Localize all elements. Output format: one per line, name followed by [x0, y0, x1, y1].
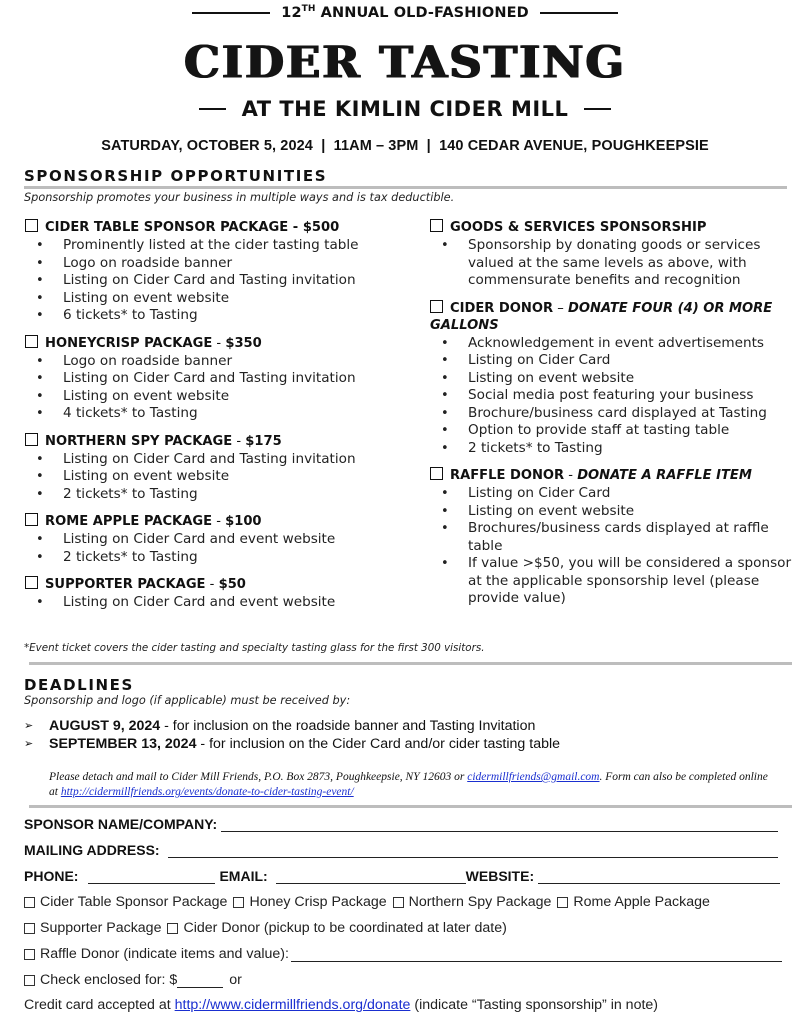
package-cider-donor: [430, 300, 800, 458]
event-title-text: CIDER TASTING: [184, 36, 626, 89]
divider: [29, 662, 792, 665]
benefit-item: • Listing on event website: [430, 503, 800, 521]
benefit-item: • 2 tickets* to Tasting: [430, 440, 800, 458]
package-price: $50: [218, 577, 246, 592]
raffle-field[interactable]: [291, 947, 782, 962]
check-or: or: [229, 972, 242, 988]
option-label: Rome Apple Package: [573, 894, 710, 910]
option-label: Honey Crisp Package: [249, 894, 387, 910]
benefit-item: • Listing on Cider Card and Tasting invitation: [25, 370, 415, 388]
sep: -: [232, 433, 246, 449]
option-label: Northern Spy Package: [408, 894, 552, 910]
checkbox[interactable]: [233, 897, 244, 908]
sponsor-name-row: [24, 816, 784, 832]
package-price: $500: [302, 220, 340, 235]
benefit-item: • Listing on Cider Card and Tasting invitation: [25, 451, 415, 469]
benefit-item: • Listing on event website: [430, 370, 800, 388]
package-heading[interactable]: [25, 219, 415, 236]
left-packages: [25, 219, 415, 612]
edition-suffix: TH: [301, 4, 316, 14]
deadlines-heading: DEADLINES: [24, 676, 134, 694]
benefit-item: • Listing on event website: [25, 468, 415, 486]
package-name: GOODS & SERVICES SPONSORSHIP: [450, 220, 707, 235]
benefit-item: • Listing on Cider Card: [430, 485, 800, 503]
benefit-item: • 2 tickets* to Tasting: [25, 486, 415, 504]
checkbox[interactable]: [25, 335, 38, 348]
option-raffle-donor[interactable]: [24, 946, 289, 962]
benefit-list: [430, 335, 800, 458]
deadline-item: [24, 717, 724, 735]
checkbox[interactable]: [25, 576, 38, 589]
option-cider-table[interactable]: [24, 894, 227, 910]
edition-number: 12: [281, 5, 302, 21]
option-rome-apple[interactable]: [557, 894, 709, 910]
website-field[interactable]: [538, 869, 780, 884]
benefit-item: • If value >$50, you will be considered a sponsor at the applicable sponsorship level (please provide value): [430, 555, 800, 608]
package-goods-services: [430, 219, 800, 290]
venue-title: AT THE KIMLIN CIDER MILL: [241, 97, 569, 121]
sep: –: [553, 300, 568, 316]
checkbox[interactable]: [25, 433, 38, 446]
option-label: Cider Table Sponsor Package: [40, 894, 228, 910]
benefit-item: • Logo on roadside banner: [25, 353, 415, 371]
left-dash: [199, 108, 226, 110]
sponsorship-intro: Sponsorship promotes your business in multiple ways and is tax deductible.: [24, 191, 455, 204]
benefit-item: • Listing on Cider Card and Tasting invitation: [25, 272, 415, 290]
checkbox[interactable]: [167, 923, 178, 934]
package-options-row-1: [24, 894, 804, 910]
package-name: CIDER TABLE SPONSOR PACKAGE: [45, 220, 289, 235]
benefit-item: • Listing on Cider Card: [430, 352, 800, 370]
mailing-address-label: MAILING ADDRESS:: [24, 842, 160, 858]
credit-text: Credit card accepted at: [24, 997, 175, 1013]
package-price: $175: [245, 433, 282, 449]
edition-label: ANNUAL OLD-FASHIONED: [320, 5, 529, 21]
checkbox[interactable]: [24, 897, 35, 908]
package-heading[interactable]: [430, 219, 800, 236]
option-label: Raffle Donor (indicate items and value):: [40, 946, 289, 962]
option-label: Check enclosed for: $: [40, 972, 178, 988]
package-honeycrisp: [25, 335, 415, 423]
mail-text: Please detach and mail to Cider Mill Friends, P.O. Box 2873, Poughkeepsie, NY 12603 or: [49, 771, 468, 783]
package-heading[interactable]: [25, 513, 415, 530]
benefit-item: • Logo on roadside banner: [25, 255, 415, 273]
sep: -: [564, 468, 578, 483]
contact-row: [24, 868, 784, 884]
online-form-link[interactable]: http://cidermillfriends.org/events/donate-to-cider-tasting-event/: [60, 786, 354, 798]
package-detail-cont: GALLONS: [430, 317, 499, 333]
checkbox[interactable]: [24, 949, 35, 960]
deadline-date: SEPTEMBER 13, 2024: [49, 736, 197, 752]
benefit-item: • 2 tickets* to Tasting: [25, 549, 415, 567]
benefit-item: • 4 tickets* to Tasting: [25, 405, 415, 423]
package-name: ROME APPLE PACKAGE: [45, 514, 213, 529]
sep: -: [212, 514, 226, 529]
benefit-item: • Brochures/business cards displayed at raffle table: [430, 520, 800, 555]
mailing-address-row: [24, 842, 784, 858]
checkbox[interactable]: [393, 897, 404, 908]
package-northern-spy: [25, 433, 415, 504]
right-packages: [430, 219, 800, 618]
option-label: Supporter Package: [40, 920, 162, 936]
mailing-address-field[interactable]: [168, 843, 778, 858]
edition-banner: [0, 2, 810, 24]
venue-banner: [0, 94, 810, 124]
mail-text-cont: . Form can also be completed online at: [49, 771, 768, 798]
package-rome-apple: [25, 513, 415, 566]
benefit-item: • Listing on event website: [25, 388, 415, 406]
website-label: WEBSITE:: [465, 868, 535, 884]
package-name: HONEYCRISP PACKAGE: [45, 335, 213, 351]
email-label: EMAIL:: [219, 868, 268, 884]
divider: [24, 186, 787, 189]
benefit-item: • Brochure/business card displayed at Tasting: [430, 405, 800, 423]
package-detail: DONATE A RAFFLE ITEM: [577, 468, 752, 483]
donate-link[interactable]: http://www.cidermillfriends.org/donate: [174, 997, 411, 1013]
benefit-list: [430, 237, 800, 290]
benefit-item: • Acknowledgement in event advertisements: [430, 335, 800, 353]
left-rule: [192, 12, 270, 14]
check-amount-field[interactable]: [177, 973, 223, 988]
package-price: $350: [225, 335, 262, 351]
package-supporter: [25, 576, 415, 612]
package-options-row-2: [24, 920, 804, 936]
benefit-list: [25, 594, 415, 612]
raffle-row: [24, 946, 782, 962]
benefit-list: [25, 353, 415, 423]
deadline-date: AUGUST 9, 2024: [49, 718, 161, 734]
package-name: CIDER DONOR: [450, 300, 554, 316]
benefit-list: [25, 451, 415, 504]
package-heading[interactable]: [430, 300, 800, 334]
checkbox[interactable]: [430, 219, 443, 232]
benefit-item: • Social media post featuring your business: [430, 387, 800, 405]
package-name: RAFFLE DONOR: [450, 468, 565, 483]
option-check[interactable]: [24, 972, 177, 988]
package-heading[interactable]: [25, 433, 415, 450]
checkbox[interactable]: [25, 513, 38, 526]
credit-row: [24, 997, 804, 1013]
package-heading[interactable]: [25, 335, 415, 352]
benefit-item: • Option to provide staff at tasting table: [430, 422, 800, 440]
checkbox[interactable]: [557, 897, 568, 908]
checkbox[interactable]: [430, 300, 443, 313]
benefit-item: • Listing on event website: [25, 290, 415, 308]
package-price: $100: [225, 514, 262, 529]
option-supporter[interactable]: [24, 920, 161, 936]
sponsorship-heading: SPONSORSHIP OPPORTUNITIES: [24, 167, 328, 185]
email-link[interactable]: cidermillfriends@gmail.com: [467, 771, 600, 783]
checkbox[interactable]: [24, 975, 35, 986]
deadline-list: [24, 717, 724, 753]
option-honey-crisp[interactable]: [233, 894, 386, 910]
event-title: [0, 37, 810, 89]
benefit-item: • Listing on Cider Card and event website: [25, 594, 415, 612]
ticket-footnote: *Event ticket covers the cider tasting and specialty tasting glass for the first 300 visitors.: [24, 642, 485, 654]
right-rule: [540, 12, 618, 14]
package-heading[interactable]: [25, 576, 415, 593]
package-detail: DONATE FOUR (4) OR MORE: [567, 300, 773, 316]
sep: -: [288, 220, 303, 235]
benefit-item: • Sponsorship by donating goods or services valued at the same levels as above, with commensurate benefits and recognition: [430, 237, 800, 290]
deadline-text: - for inclusion on the roadside banner and Tasting Invitation: [160, 718, 536, 734]
benefit-list: [25, 237, 415, 325]
sponsor-name-label: SPONSOR NAME/COMPANY:: [24, 816, 218, 832]
benefit-item: • Prominently listed at the cider tasting table: [25, 237, 415, 255]
check-row: [24, 972, 804, 988]
sponsor-name-field[interactable]: [221, 817, 778, 832]
right-dash: [584, 108, 611, 110]
deadline-item: [24, 735, 724, 753]
package-heading[interactable]: [430, 467, 800, 484]
package-raffle-donor: [430, 467, 800, 608]
benefit-list: [430, 485, 800, 608]
benefit-list: [25, 531, 415, 566]
credit-note: (indicate “Tasting sponsorship” in note): [410, 997, 659, 1013]
checkbox[interactable]: [430, 467, 443, 480]
edition-text: [281, 5, 528, 21]
option-northern-spy[interactable]: [393, 894, 552, 910]
mail-instructions: [49, 770, 769, 800]
package-name: SUPPORTER PACKAGE: [45, 577, 206, 592]
deadlines-intro: Sponsorship and logo (if applicable) must be received by:: [24, 694, 351, 707]
phone-label: PHONE:: [24, 868, 79, 884]
event-details: SATURDAY, OCTOBER 5, 2024 | 11AM – 3PM | 140 CEDAR AVENUE, POUGHKEEPSIE: [101, 138, 709, 154]
package-name: NORTHERN SPY PACKAGE: [45, 433, 233, 449]
benefit-item: • 6 tickets* to Tasting: [25, 307, 415, 325]
checkbox[interactable]: [24, 923, 35, 934]
checkbox[interactable]: [25, 219, 38, 232]
email-field[interactable]: [276, 869, 466, 884]
benefit-item: • Listing on Cider Card and event website: [25, 531, 415, 549]
sep: -: [212, 335, 226, 351]
deadline-text: - for inclusion on the Cider Card and/or cider tasting table: [196, 736, 561, 752]
package-cider-table: [25, 219, 415, 325]
divider: [29, 805, 792, 808]
option-cider-donor[interactable]: [167, 920, 506, 936]
phone-field[interactable]: [88, 869, 215, 884]
sep: -: [205, 577, 219, 592]
option-label: Cider Donor (pickup to be coordinated at later date): [183, 920, 507, 936]
